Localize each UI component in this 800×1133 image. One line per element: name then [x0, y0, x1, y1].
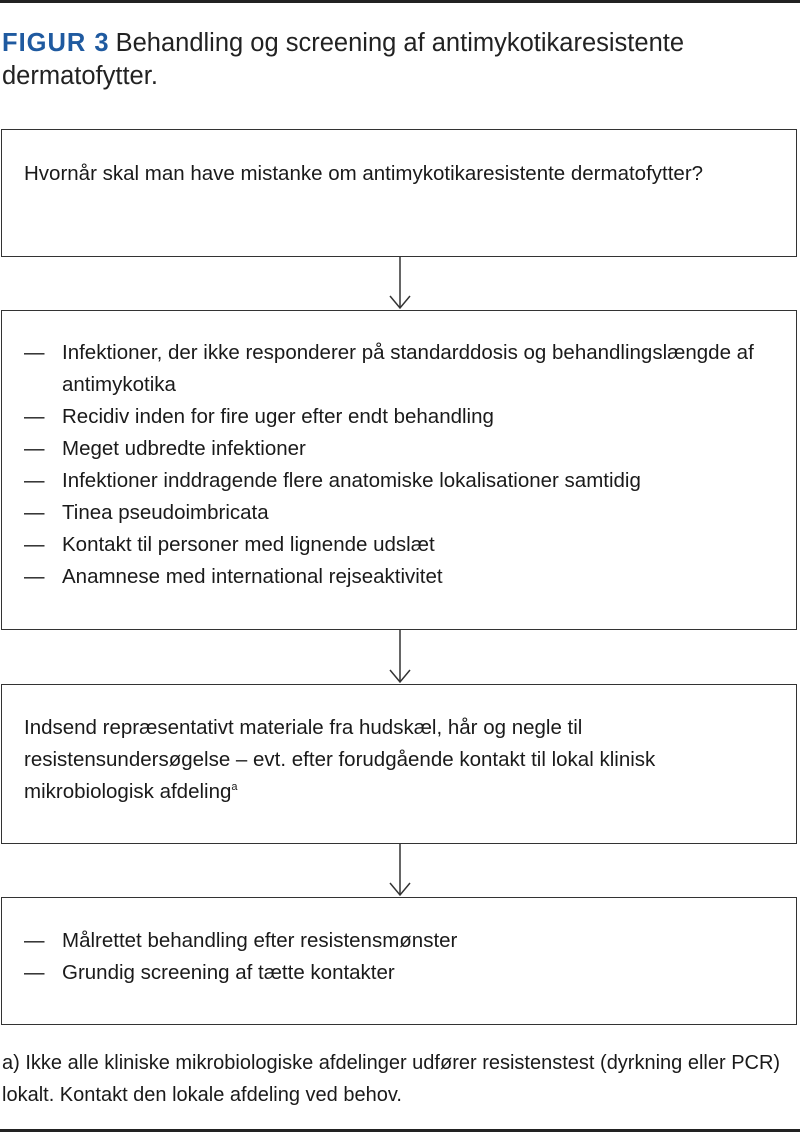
dash-bullet-icon: — [24, 961, 45, 984]
dash-bullet-icon: — [24, 469, 45, 492]
action-text [24, 712, 776, 808]
footnote-marker: a [231, 781, 238, 794]
figure-title [2, 27, 792, 93]
list-item [24, 957, 776, 989]
dash-bullet-icon: — [24, 501, 45, 524]
bottom-rule [0, 1129, 800, 1132]
dash-bullet-icon: — [24, 341, 45, 364]
outcomes-list [24, 925, 776, 989]
list-item-text: Grundig screening af tætte kontakter [62, 961, 395, 984]
down-arrow-icon [388, 844, 412, 897]
list-item-text: Meget udbredte infektioner [62, 437, 306, 460]
criteria-list [24, 337, 776, 593]
list-item-text: Målrettet behandling efter resistensmønster [62, 929, 458, 952]
list-item [24, 925, 776, 957]
dash-bullet-icon: — [24, 565, 45, 588]
list-item [24, 401, 776, 433]
list-item [24, 561, 776, 593]
top-rule [0, 0, 800, 3]
list-item [24, 465, 776, 497]
list-item-text: Infektioner, der ikke responderer på standarddosis og behandlingslængde af antimykotika [62, 341, 754, 396]
list-item-text: Kontakt til personer med lignende udslæt [62, 533, 435, 556]
figure-title-text: Behandling og screening af antimykotikaresistente dermatofytter. [2, 29, 685, 90]
list-item [24, 529, 776, 561]
action-box [1, 684, 797, 844]
list-item-text: Infektioner inddragende flere anatomiske lokalisationer samtidig [62, 469, 641, 492]
list-item [24, 337, 776, 401]
list-item-text: Recidiv inden for fire uger efter endt behandling [62, 405, 494, 428]
figure-label: FIGUR 3 [2, 29, 110, 57]
list-item-text: Tinea pseudoimbricata [62, 501, 269, 524]
outcomes-box [1, 897, 797, 1025]
down-arrow-icon [388, 257, 412, 310]
list-item [24, 497, 776, 529]
dash-bullet-icon: — [24, 405, 45, 428]
dash-bullet-icon: — [24, 437, 45, 460]
question-text: Hvornår skal man have mistanke om antimykotikaresistente dermatofytter? [24, 162, 704, 185]
action-text-body: Indsend repræsentativt materiale fra hudskæl, hår og negle til resistensundersøgelse – evt. efter forudgående kontakt til lokal klinisk mikrobiologisk afdeling [24, 716, 656, 803]
list-item-text: Anamnese med international rejseaktivitet [62, 565, 443, 588]
down-arrow-icon [388, 630, 412, 684]
list-item [24, 433, 776, 465]
footnote: a) Ikke alle kliniske mikrobiologiske afdelinger udfører resistenstest (dyrkning eller PCR) lokalt. Kontakt den lokale afdeling ved behov. [2, 1052, 781, 1106]
dash-bullet-icon: — [24, 929, 45, 952]
dash-bullet-icon: — [24, 533, 45, 556]
question-box [1, 129, 797, 257]
criteria-box [1, 310, 797, 630]
